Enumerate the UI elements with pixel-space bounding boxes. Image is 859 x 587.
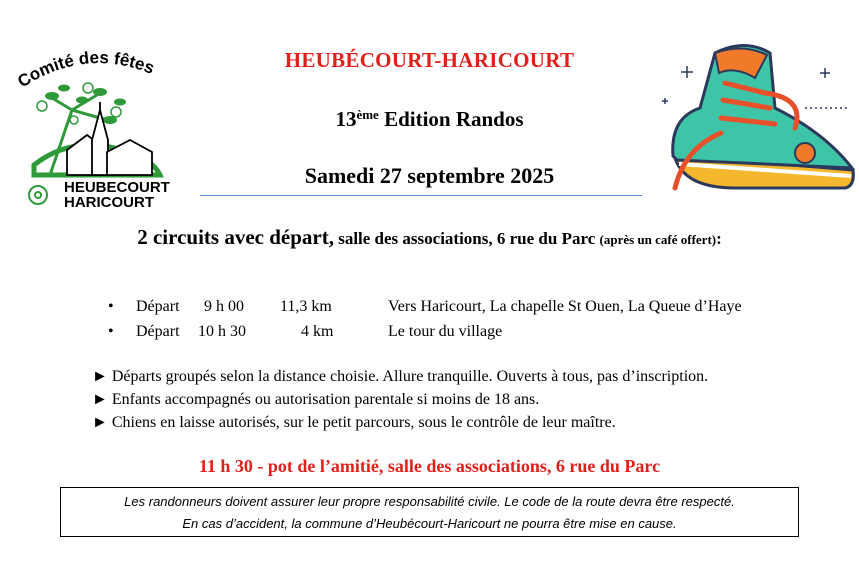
notice-line1: Les randonneurs doivent assurer leur propre responsabilité civile. Le code de la route devra être respecté. <box>124 494 735 509</box>
header-divider <box>200 195 642 196</box>
circuits-heading <box>0 225 859 250</box>
edition-label: Edition Randos <box>378 107 524 131</box>
info-line: ► Enfants accompagnés ou autorisation parentale si moins de 18 ans. <box>92 391 540 408</box>
liability-notice <box>60 487 799 537</box>
edition-suffix: ème <box>356 107 379 122</box>
notice-line2: En cas d’accident, la commune d’Heubécourt-Haricourt ne pourra être mise en cause. <box>182 516 677 531</box>
event-date: Samedi 27 septembre 2025 <box>304 163 555 188</box>
info-line: ► Chiens en laisse autorisés, sur le petit parcours, sous le contrôle de leur maître. <box>92 414 616 431</box>
circuit-label: Départ <box>136 323 180 340</box>
circuits-place: salle des associations, 6 rue du Parc <box>333 229 600 248</box>
bullet: • <box>108 298 114 315</box>
circuit-route: Le tour du village <box>388 323 503 340</box>
info-line: ► Départs groupés selon la distance choisie. Allure tranquille. Ouverts à tous, pas d’inscription. <box>92 368 709 385</box>
logo-line2: HARICOURT <box>64 194 154 211</box>
circuit-time: 9 h 00 <box>204 298 244 315</box>
pot-announcement: 11 h 30 - pot de l’amitié, salle des associations, 6 rue du Parc <box>198 456 661 476</box>
circuits-lead: 2 circuits avec départ, <box>137 225 334 249</box>
circuit-distance: 4 km <box>301 323 334 340</box>
logo-line1: HEUBECOURT <box>64 179 170 196</box>
edition-number: 13 <box>335 107 357 131</box>
circuit-route: Vers Haricourt, La chapelle St Ouen, La Queue d’Haye <box>388 298 742 315</box>
circuits-note: (après un café offert) <box>599 232 717 247</box>
bullet: • <box>108 323 114 340</box>
circuit-label: Départ <box>136 298 180 315</box>
circuit-distance: 11,3 km <box>280 298 332 315</box>
logo-arc-text: Comité des fêtes <box>14 48 158 92</box>
edition-title <box>0 107 859 132</box>
circuits-colon: : <box>716 229 722 248</box>
town-title: HEUBÉCOURT-HARICOURT <box>284 48 575 72</box>
circuit-time: 10 h 30 <box>198 323 246 340</box>
